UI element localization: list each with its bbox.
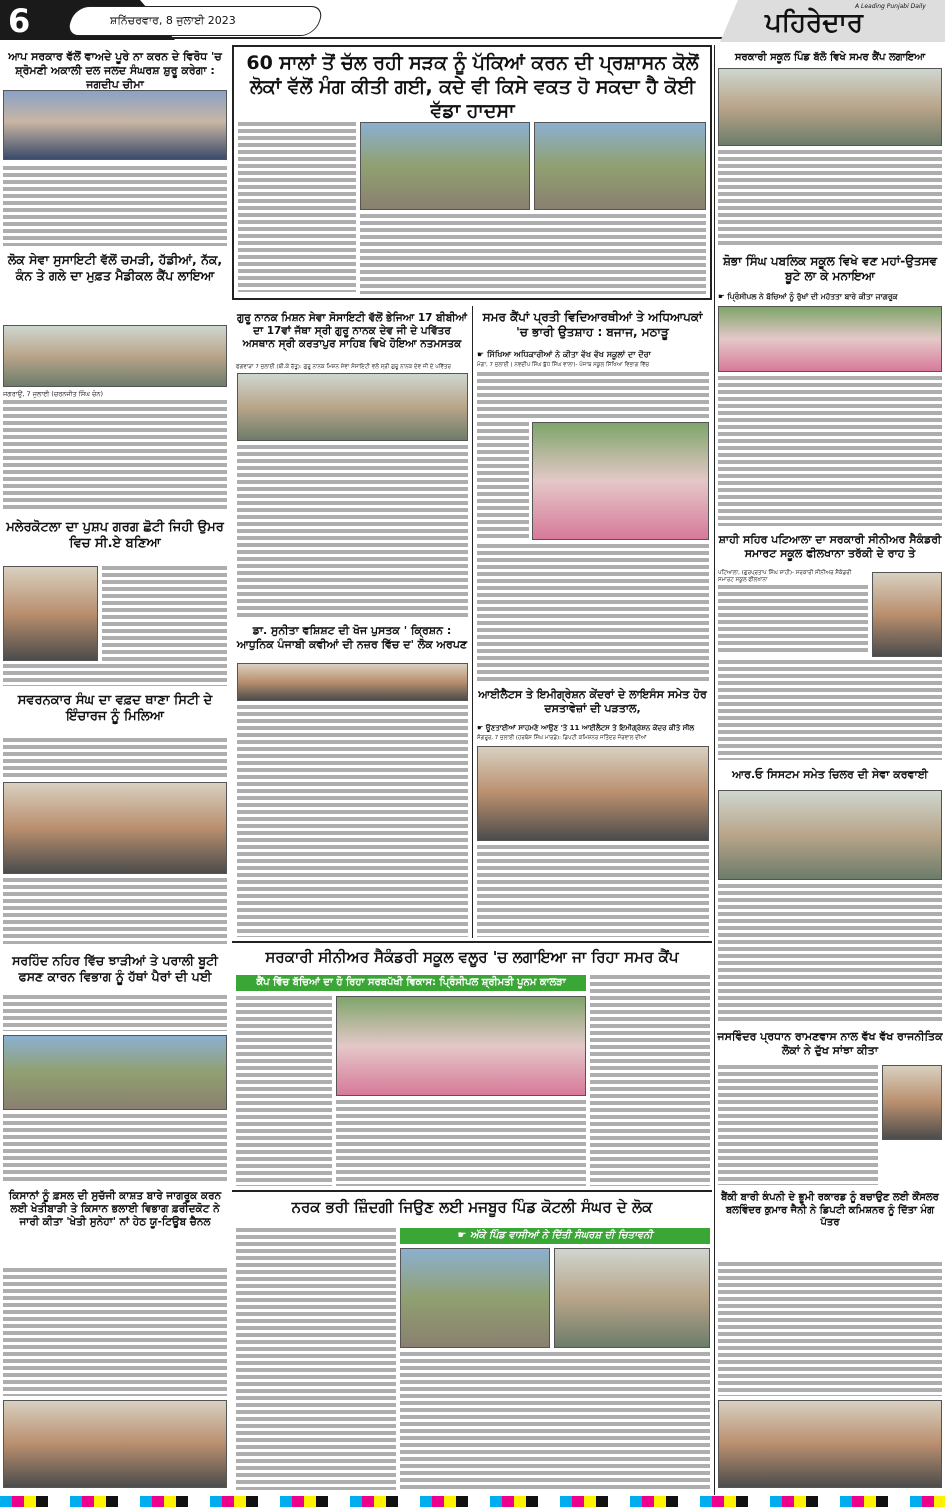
photo-agriculture-officials <box>3 1400 227 1488</box>
photo-ro-system <box>718 790 942 880</box>
right-headline-6: ਬੈਂਕੀ ਬਾਰੀ ਕੰਪਨੀ ਦੇ ਭੂਮੀ ਰਕਾਰਡ ਨੂੰ ਬਚਾਉਣ ਲਈ ਕੌਂਸਲਰ ਬਲਵਿੰਦਰ ਕੁਮਾਰ ਜੈਨੀ ਨੇ ਡਿਪਟੀ ਕਮਿਸ਼ਨਰ ਨੂੰ ਦਿੱਤਾ ਮੰਗ ਪੱਤਰ <box>721 1192 939 1228</box>
summer-camp-subheadline: ☛ ਸਿੱਖਿਆ ਅਧਿਕਾਰੀਆਂ ਨੇ ਕੀਤਾ ਵੱਖ ਵੱਖ ਸਕੂਲਾਂ ਦਾ ਦੌਰਾ <box>477 350 651 359</box>
main-headline: 60 ਸਾਲਾਂ ਤੋਂ ਚੱਲ ਰਹੀ ਸੜਕ ਨੂੰ ਪੱਕਿਆਂ ਕਰਨ ਦੀ ਪ੍ਰਸ਼ਾਸਨ ਕੋਲੋਂ ਲੋਕਾਂ ਵੱਲੋਂ ਮੰਗ ਕੀਤੀ ਗਈ, ਕਦੇ ਵੀ ਕਿਸੇ ਵਕਤ ਹੋ ਸਕਦਾ ਹੈ ਕੋਈ ਵੱਡਾ ਹਾਦਸਾ <box>246 52 699 122</box>
article-body <box>3 995 227 1031</box>
article-body <box>477 845 709 937</box>
left-headline-5: ਸਰਹਿੰਦ ਨਹਿਰ ਵਿੱਚ ਝਾੜੀਆਂ ਤੇ ਪਰਾਲੀ ਬੂਟੀ ਫਸਣ ਕਾਰਨ ਵਿਭਾਗ ਨੂੰ ਹੱਥਾਂ ਪੈਰਾਂ ਦੀ ਪਈ <box>12 953 218 984</box>
article-body <box>3 738 227 778</box>
masthead-tagline: A Leading Punjabi Daily <box>855 3 926 10</box>
photo-valur-camp <box>336 996 586 1096</box>
article-body <box>718 1262 942 1396</box>
ielts-subheadline: ☛ ਊਣਤਾਈਆਂ ਸਾਹਮਣੇ ਆਉਣ 'ਤੇ 11 ਆਈਲੈਟਸ ਤੇ ਇਮੀਗ੍ਰੇਸ਼ਨ ਕੇਂਦਰ ਕੀਤੇ ਸੀਲ <box>477 724 695 732</box>
photo-medical-camp <box>3 325 227 387</box>
photo-students-camp <box>532 422 709 540</box>
right-headline-1: ਸਰਕਾਰੀ ਸਕੂਲ ਪਿੰਡ ਬੱਲੋ ਵਿਖੇ ਸਮਰ ਕੈਂਪ ਲਗਾਇਆ <box>734 52 926 63</box>
photo-book-release <box>237 663 468 701</box>
photo-swarnkar-sangh <box>3 782 227 874</box>
photo-damaged-road <box>534 122 706 210</box>
photo-ielts-inspection <box>477 746 709 841</box>
article-body <box>400 1352 710 1490</box>
valur-headline: ਸਰਕਾਰੀ ਸੀਨੀਅਰ ਸੈਕੰਡਰੀ ਸਕੂਲ ਵਲੂਰ 'ਚ ਲਗਾਇਆ ਜਾ ਰਿਹਾ ਸਮਰ ਕੈਂਪ <box>265 948 679 966</box>
left-headline-6: ਕਿਸਾਨਾਂ ਨੂੰ ਫ਼ਸਲ ਦੀ ਸੁਚੱਜੀ ਕਾਸ਼ਤ ਬਾਰੇ ਜਾਗਰੂਕ ਕਰਨ ਲਈ ਖੇਤੀਬਾੜੀ ਤੇ ਕਿਸਾਨ ਭਲਾਈ ਵਿਭਾਗ ਫ਼ਰੀਦਕੋਟ ਨੇ ਜਾਰੀ ਕੀਤਾ 'ਖੇਤੀ ਸੁਨੇਹਾ' ਨਾਂ ਹੇਠ ਯੂ-ਟਿਊਬ ਚੈਨਲ <box>8 1190 222 1229</box>
photo-tree-plantation <box>718 306 942 372</box>
section-rule <box>232 941 712 943</box>
column-divider <box>714 45 715 1495</box>
left-headline-1: ਆਪ ਸਰਕਾਰ ਵੱਲੋਂ ਵਾਅਦੇ ਪੂਰੇ ਨਾ ਕਰਨ ਦੇ ਵਿਰੋਧ 'ਚ ਸ਼੍ਰੋਮਣੀ ਅਕਾਲੀ ਦਲ ਜਲਦ ਸੰਘਰਸ਼ ਸ਼ੁਰੂ ਕਰੇਗਾ : ਜਗਦੀਪ ਚੀਮਾ <box>8 50 222 91</box>
article-body <box>237 705 468 937</box>
article-body <box>3 166 227 246</box>
article-body <box>718 1065 878 1185</box>
sunita-headline: ਡਾ. ਸੁਨੀਤਾ ਵਸ਼ਿਸ਼ਟ ਦੀ ਖੋਜ ਪੁਸਤਕ ' ਕ੍ਰਿਸ਼ਨ : ਆਧੁਨਿਕ ਪੰਜਾਬੀ ਕਵੀਆਂ ਦੀ ਨਜ਼ਰ ਵਿੱਚ ਦ' ਲੋਕ ਅਰਪਣ <box>236 624 468 651</box>
page-number: 6 <box>8 2 31 40</box>
photo-villagers-protest <box>400 1248 550 1348</box>
right-subheadline-2: ☛ ਪ੍ਰਿੰਸੀਪਲ ਨੇ ਬੱਚਿਆਂ ਨੂੰ ਰੁੱਖਾਂ ਦੀ ਮਹੱਤਤਾ ਬਾਰੇ ਕੀਤਾ ਜਾਗਰੂਕ <box>718 292 898 301</box>
column-divider <box>472 306 473 938</box>
photo-councillor <box>718 1400 942 1488</box>
dateline: ਫਗਵਾੜਾ 7 ਜੁਲਾਈ (ਬੀ.ਕੇ ਰੱਤੂ): ਗੁਰੂ ਨਾਨਕ ਮਿਸ਼ਨ ਸੇਵਾ ਸੋਸਾਇਟੀ ਵਲੋਂ ਸ੍ਰੀ ਗੁਰੂ ਨਾਨਕ ਦੇਵ ਜੀ ਦੇ ਪਵਿੱਤਰ <box>236 364 451 370</box>
article-body <box>477 422 529 540</box>
article-body <box>477 372 709 420</box>
article-body <box>3 1268 227 1396</box>
article-body <box>718 150 942 248</box>
photo-principal <box>872 572 942 657</box>
section-rule <box>232 1190 712 1192</box>
photo-akali-press <box>3 90 227 160</box>
left-headline-2: ਲੋਕ ਸੇਵਾ ਸੁਸਾਇਟੀ ਵੱਲੋਂ ਚਮੜੀ, ਹੱਡੀਆਂ, ਨੱਕ, ਕੰਨ ਤੇ ਗਲੇ ਦਾ ਮੁਫ਼ਤ ਮੈਡੀਕਲ ਕੈਂਪ ਲਾਇਆ <box>7 252 223 283</box>
left-headline-3: ਮਲੇਰਕੋਟਲਾ ਦਾ ਪੁਸ਼ਪ ਗਰਗ ਛੋਟੀ ਜਿਹੀ ਉਮਰ ਵਿਚ ਸੀ.ਏ ਬਣਿਆ <box>6 520 224 552</box>
article-body <box>360 214 706 294</box>
article-body <box>238 122 356 292</box>
print-registration-bar <box>0 1496 945 1507</box>
article-body <box>3 400 227 510</box>
guru-nanak-headline: ਗੁਰੂ ਨਾਨਕ ਮਿਸ਼ਨ ਸੇਵਾ ਸੋਸਾਇਟੀ ਵੱਲੋਂ ਭੇਜਿਆ 17 ਬੀਬੀਆਂ ਦਾ 17ਵਾਂ ਜੱਥਾ ਸ੍ਰੀ ਗੁਰੂ ਨਾਨਕ ਦੇਵ ਜੀ ਦੇ ਪਵਿੱਤਰ ਅਸਥਾਨ ਸ੍ਰੀ ਕਰਤਾਪੁਰ ਸਾਹਿਬ ਵਿਖੇ ਹੋਇਆ ਨਤਮਸਤਕ <box>236 312 468 351</box>
kotli-headline: ਨਰਕ ਭਰੀ ਜ਼ਿੰਦਗੀ ਜਿਉਣ ਲਈ ਮਜਬੂਰ ਪਿੰਡ ਕੋਟਲੀ ਸੰਘਰ ਦੇ ਲੋਕ <box>291 1198 653 1216</box>
article-body <box>477 544 709 684</box>
left-headline-4: ਸਵਰਨਕਾਰ ਸੰਘ ਦਾ ਵਫ਼ਦ ਥਾਣਾ ਸਿਟੀ ਦੇ ਇੰਚਾਰਜ ਨੂੰ ਮਿਲਿਆ <box>17 693 213 725</box>
date: ਸ਼ਨਿੱਚਰਵਾਰ, 8 ਜੁਲਾਈ 2023 <box>110 14 236 27</box>
article-body <box>237 445 468 620</box>
photo-road-villagers <box>360 122 530 210</box>
article-body <box>3 664 227 686</box>
article-body <box>236 1228 396 1490</box>
dateline: ਮੋਗਾ, 7 ਜੁਲਾਈ ( ਨਵਦੀਪ ਸਿੰਘ ਬੁੱਧ ਸਿੰਘ ਵਾਲਾ)- ਪੰਜਾਬ ਸਕੂਲ ਸਿੱਖਿਆ ਵਿਭਾਗ ਵਿੱਚ <box>477 362 650 368</box>
article-body <box>718 585 868 655</box>
right-headline-3: ਸ਼ਾਹੀ ਸਹਿਰ ਪਟਿਆਲਾ ਦਾ ਸਰਕਾਰੀ ਸੀਨੀਅਰ ਸੈਕੰਡਰੀ ਸਮਾਰਟ ਸਕੂਲ ਫੀਲਖਾਨਾ ਤਰੱਕੀ ਦੇ ਰਾਹ ਤੇ <box>718 533 942 560</box>
photo-elderly-woman <box>882 1065 942 1140</box>
right-headline-2: ਸ਼ੋਭਾ ਸਿੰਘ ਪਬਲਿਕ ਸਕੂਲ ਵਿਖੇ ਵਣ ਮਹਾਂ-ਉਤਸਵ ਬੂਟੇ ਲਾ ਕੇ ਮਨਾਇਆ <box>722 254 938 283</box>
photo-sirhind-canal <box>3 1035 227 1110</box>
dateline: ਜਗਰਾਉਂ, 7 ਜੁਲਾਈ (ਚਰਨਜੀਤ ਸਿੰਘ ਚੰਨ) <box>3 390 104 398</box>
photo-pushp-garg <box>3 566 98 661</box>
article-body <box>236 996 332 1186</box>
right-headline-4: ਆਰ.ਓ ਸਿਸਟਮ ਸਮੇਤ ਚਿਲਰ ਦੀ ਸੇਵਾ ਕਰਵਾਈ <box>732 768 928 781</box>
dateline: ਸੰਗਰੂਰ, 7 ਜੁਲਾਈ (ਹਰਬੰਸ ਸਿੰਘ ਮਾਰਡੇ): ਡਿਪਟੀ ਕਮਿਸ਼ਨਰ ਜਤਿੰਦਰ ਜੋਰਵਾਲ ਦੀਆਂ <box>477 735 647 741</box>
photo-ballo-school <box>718 68 942 146</box>
photo-waterlogged-street <box>554 1248 710 1348</box>
photo-kartarpur-jatha <box>237 373 468 441</box>
article-body <box>3 1114 227 1182</box>
valur-subheadline: ਕੈਂਪ ਵਿੱਚ ਬੱਚਿਆਂ ਦਾ ਹੋ ਰਿਹਾ ਸਰਬਪੱਖੀ ਵਿਕਾਸ: ਪ੍ਰਿੰਸੀਪਲ ਸ਼੍ਰੀਮਤੀ ਪੂਨਮ ਕਾਲੜਾ <box>236 975 586 991</box>
masthead-logo: ਪਹਿਰੇਦਾਰ <box>765 8 863 38</box>
article-body <box>3 878 227 944</box>
header-rule <box>170 37 730 39</box>
article-body <box>718 660 942 760</box>
right-headline-5: ਜਸਵਿੰਦਰ ਪ੍ਰਧਾਨ ਰਾਮਣਵਾਸ ਨਾਲ ਵੱਖ ਵੱਖ ਰਾਜਨੀਤਿਕ ਲੋਕਾਂ ਨੇ ਦੁੱਖ ਸਾਂਝਾ ਕੀਤਾ <box>717 1030 943 1057</box>
article-body <box>718 376 942 526</box>
article-body <box>718 884 942 1024</box>
summer-camp-headline: ਸਮਰ ਕੈਂਪਾਂ ਪ੍ਰਤੀ ਵਿਦਿਆਰਥੀਆਂ ਤੇ ਅਧਿਆਪਕਾਂ 'ਚ ਭਾਰੀ ਉਤਸ਼ਾਹ : ਬਜਾਜ, ਮਠਾੜੂ <box>482 310 703 339</box>
article-body <box>102 566 227 661</box>
article-body <box>336 1100 586 1186</box>
dateline: ਪਟਿਆਲਾ, (ਗੁਰਪ੍ਰਤਾਪ ਸਿੰਘ ਸ਼ਾਹੀ)- ਸਰਕਾਰੀ ਸੀਨੀਅਰ ਸੈਕੰਡਰੀ ਸਮਾਰਟ ਸਕੂਲ ਫੀਲਖਾਨਾ <box>718 570 852 584</box>
kotli-subheadline: ☛ ਅੱਕੇ ਪਿੰਡ ਵਾਸੀਆਂ ਨੇ ਦਿੱਤੀ ਸੰਘਰਸ਼ ਦੀ ਚਿਤਾਵਨੀ <box>400 1228 710 1244</box>
ielts-headline: ਆਈਲੈਟਸ ਤੇ ਇਮੀਗ੍ਰੇਸ਼ਨ ਕੇਂਦਰਾਂ ਦੇ ਲਾਇਸੰਸ ਸਮੇਤ ਹੋਰ ਦਸਤਾਵੇਜ਼ਾਂ ਦੀ ਪੜਤਾਲ, <box>478 688 707 715</box>
article-body <box>590 975 710 1186</box>
